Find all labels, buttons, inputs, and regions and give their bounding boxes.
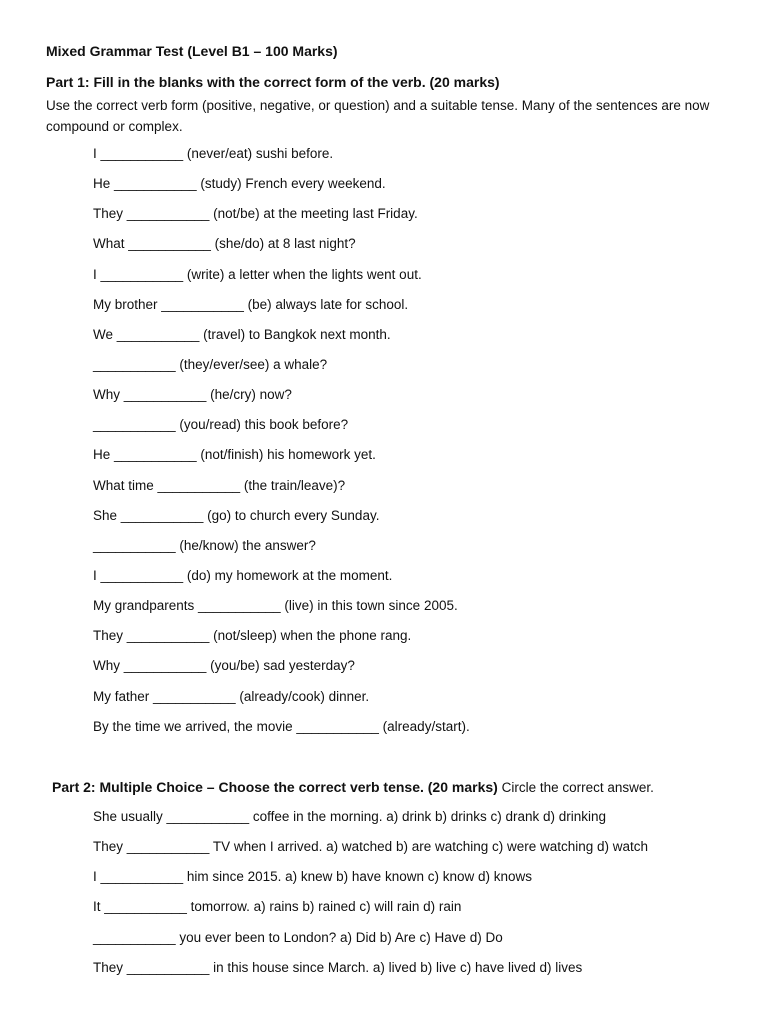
question-text: ___________ (they/ever/see) a whale? [93, 356, 328, 372]
part2-header [52, 779, 654, 795]
part1-instructions: Use the correct verb form (positive, negative, or question) and a suitable tense. Many of the sentences are now compound or complex. [46, 98, 710, 134]
question-text: What time ___________ (the train/leave)? [93, 477, 346, 493]
question-text: ___________ (he/know) the answer? [93, 537, 316, 553]
question-text: Why ___________ (he/cry) now? [93, 387, 292, 403]
question-text: I ___________ (do) my homework at the moment. [93, 567, 393, 583]
question-text: They ___________ (not/sleep) when the phone rang. [93, 628, 412, 644]
question-text: ___________ (you/read) this book before? [93, 417, 349, 433]
part2-instructions: Circle the correct answer. [501, 780, 654, 795]
question-text: She ___________ (go) to church every Sunday. [93, 507, 380, 523]
question-text: She usually ___________ coffee in the morning. a) drink b) drinks c) drank d) drinking [93, 809, 607, 824]
question-text: They ___________ (not/be) at the meeting last Friday. [93, 206, 418, 222]
question-text: We ___________ (travel) to Bangkok next month. [93, 326, 391, 342]
question-text: ___________ you ever been to London? a) Did b) Are c) Have d) Do [93, 929, 503, 945]
question-text: By the time we arrived, the movie ___________ (already/start). [93, 718, 470, 734]
question-text: What ___________ (she/do) at 8 last night? [93, 236, 356, 252]
question-text: My grandparents ___________ (live) in this town since 2005. [93, 598, 458, 614]
part1-heading: Part 1: Fill in the blanks with the correct form of the verb. (20 marks) [46, 74, 500, 90]
question-text: My brother ___________ (be) always late for school. [93, 296, 409, 312]
question-text: I ___________ (write) a letter when the lights went out. [93, 266, 422, 282]
question-text: They ___________ TV when I arrived. a) watched b) are watching c) were watching d) watch [93, 839, 649, 855]
question-text: I ___________ (never/eat) sushi before. [93, 146, 334, 161]
document-title: Mixed Grammar Test (Level B1 – 100 Marks) [46, 43, 338, 59]
question-text: He ___________ (not/finish) his homework yet. [93, 447, 376, 463]
question-text: I ___________ him since 2015. a) knew b) have known c) know d) knows [93, 869, 533, 885]
question-text: They ___________ in this house since March. a) lived b) live c) have lived d) lives [93, 959, 583, 975]
question-text: It ___________ tomorrow. a) rains b) rained c) will rain d) rain [93, 899, 462, 915]
question-text: Why ___________ (you/be) sad yesterday? [93, 658, 355, 674]
question-text: He ___________ (study) French every weekend. [93, 176, 386, 192]
question-text: My father ___________ (already/cook) dinner. [93, 688, 370, 704]
part2-heading: Part 2: Multiple Choice – Choose the correct verb tense. (20 marks) [52, 779, 498, 795]
